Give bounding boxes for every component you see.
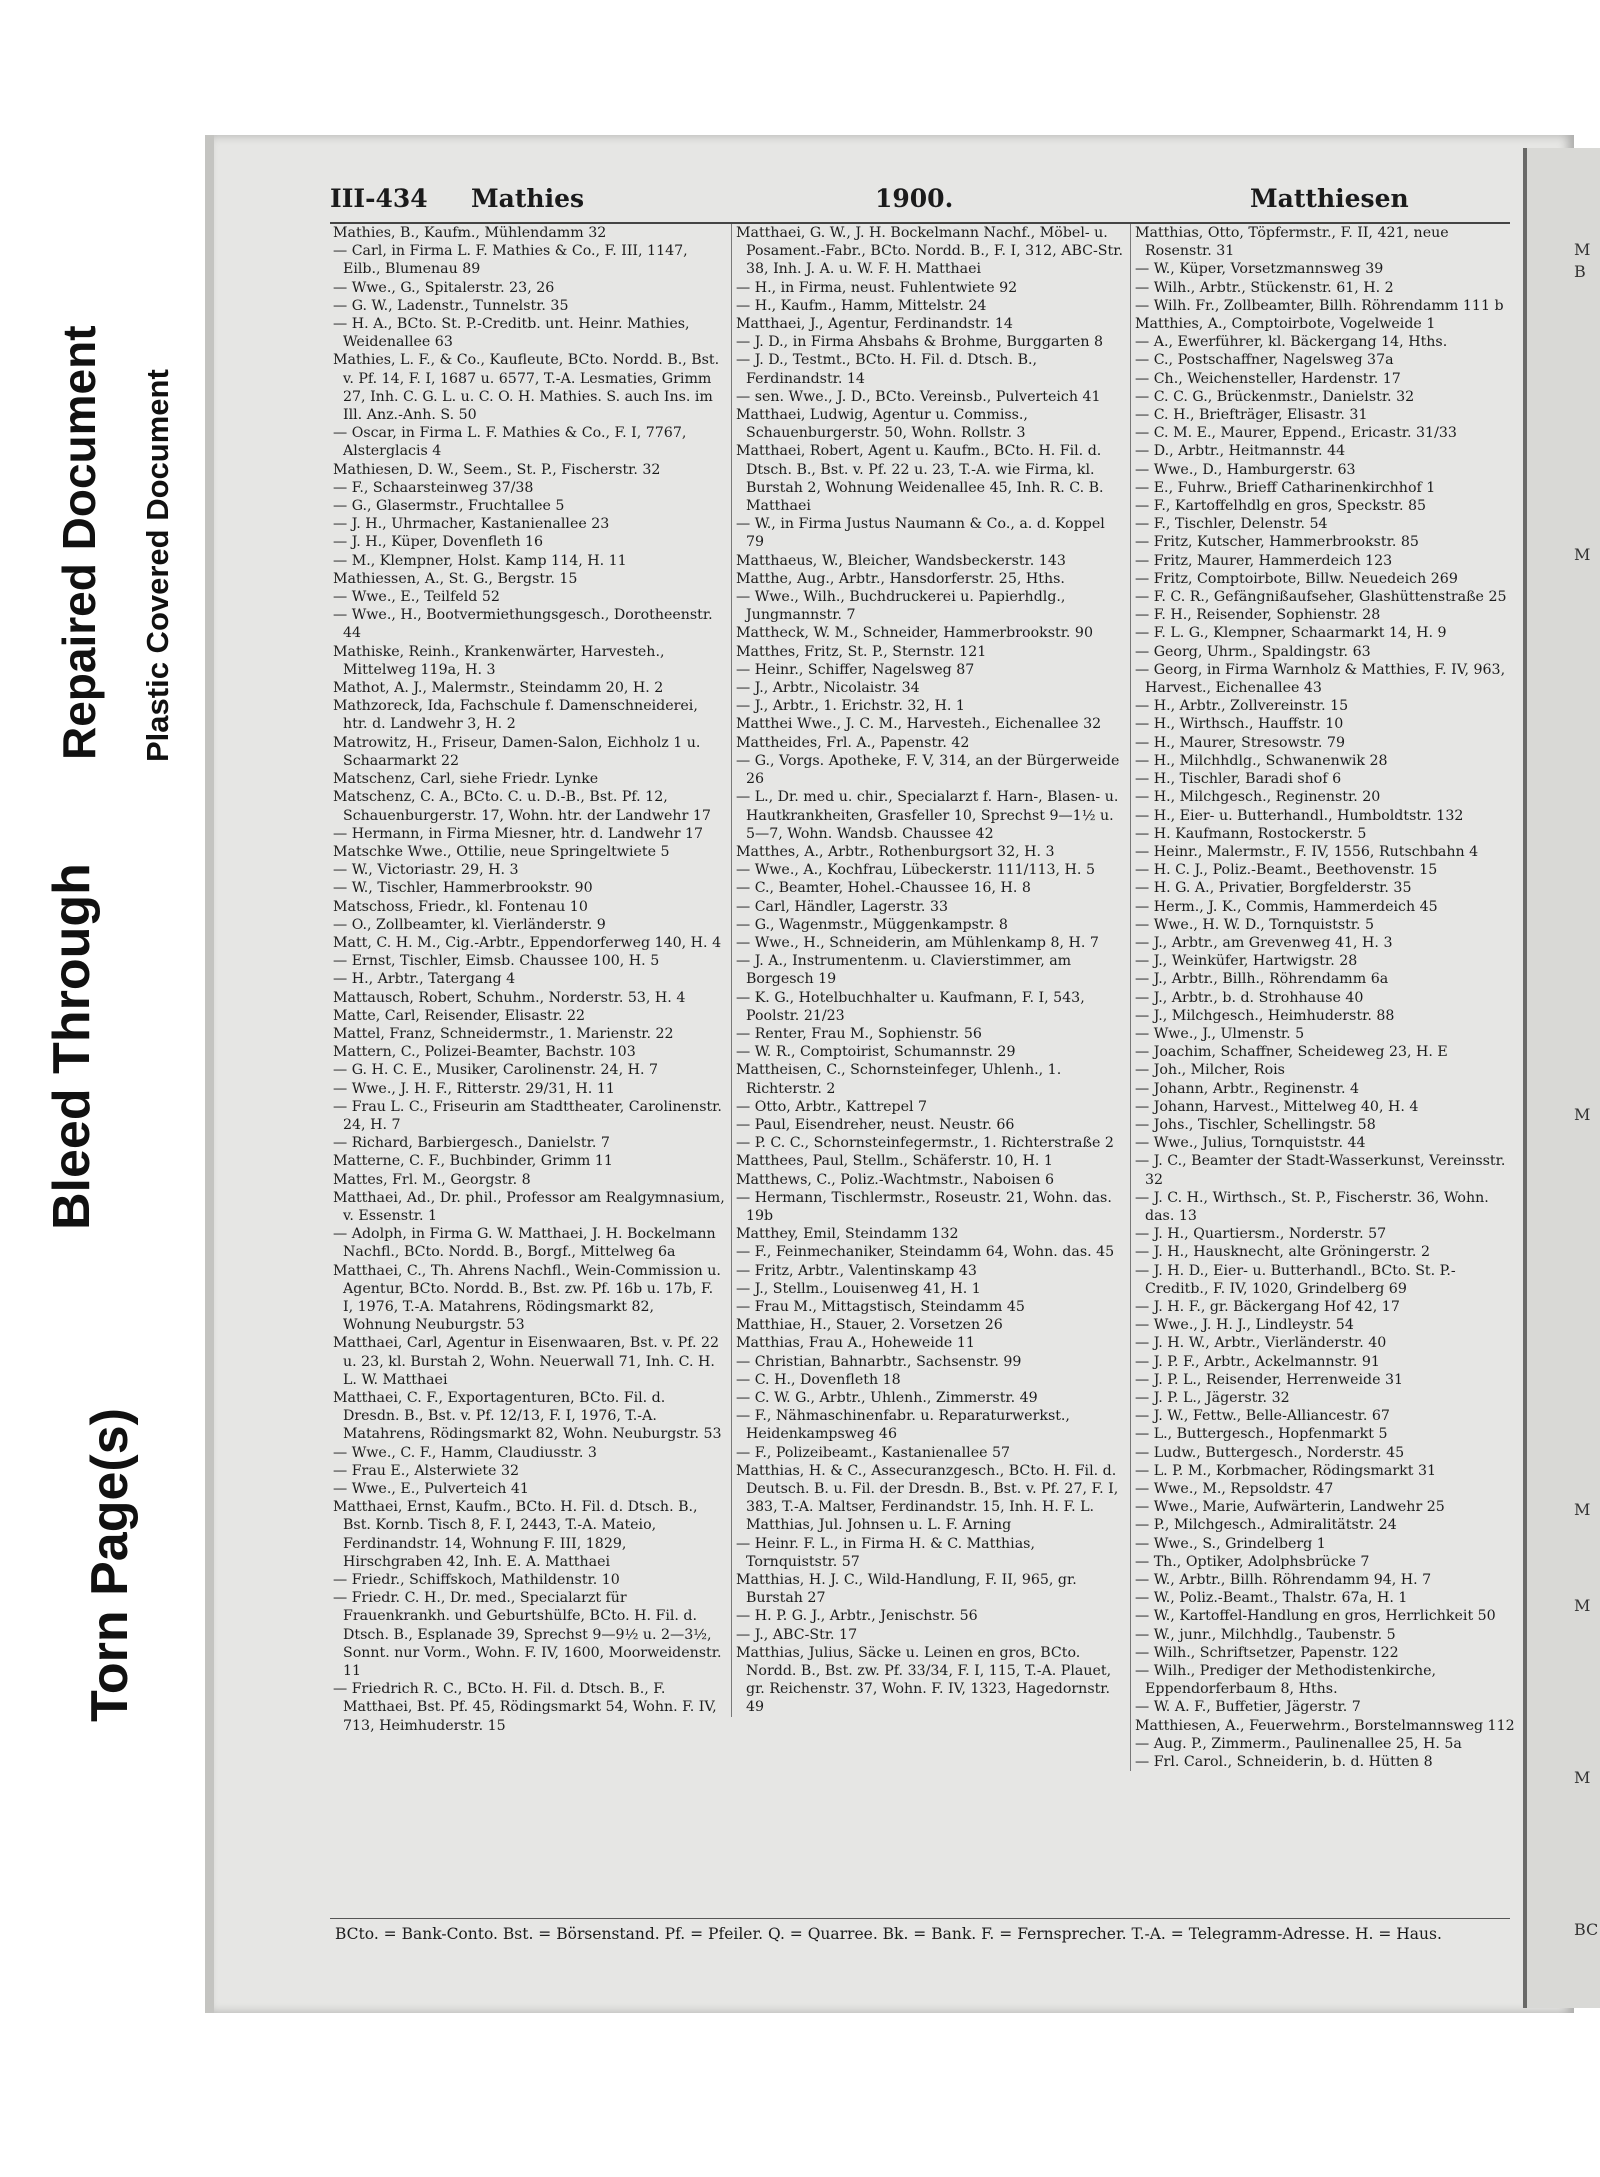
directory-entry: — F. L. G., Klempner, Schaarmarkt 14, H. 9 [1135, 625, 1447, 642]
directory-entry: — Aug. P., Zimmerm., Paulinenallee 25, H. 5a [1135, 1735, 1462, 1752]
directory-entry: — Hermann, in Firma Miesner, htr. d. Landwehr 17 [333, 825, 704, 842]
directory-entry: — Oscar, in Firma L. F. Mathies & Co., F. I, 7767, Alsterglacis 4 [333, 425, 687, 460]
directory-entry: Matthaei, Ad., Dr. phil., Professor am Realgymnasium, v. Essenstr. 1 [333, 1189, 725, 1224]
directory-entry: Matschke Wwe., Ottilie, neue Springeltwiete 5 [333, 843, 670, 860]
directory-entry: Matthaei, G. W., J. H. Bockelmann Nachf., Möbel- u. Posament.-Fabr., BCto. Nordd. B., F. I, 312, ABC-Str. 38, Inh. J. A. u. W. F. H. Matthaei [736, 225, 1123, 278]
directory-entry: — F., Polizeibeamt., Kastanienallee 57 [736, 1444, 1011, 1461]
directory-column-1 [333, 224, 726, 1735]
directory-entry: — Frau M., Mittagstisch, Steindamm 45 [736, 1298, 1025, 1315]
page-number: III-434 [330, 184, 428, 213]
directory-entry: Matthiesen, A., Feuerwehrm., Borstelmannsweg 112 [1135, 1717, 1515, 1734]
directory-entry: — Wwe., J. H. F., Ritterstr. 29/31, H. 11 [333, 1080, 615, 1097]
directory-column-3 [1130, 224, 1519, 1771]
plastic-covered-label: Plastic Covered Document [140, 369, 175, 762]
directory-entry: Matte, Carl, Reisender, Elisastr. 22 [333, 1007, 586, 1024]
directory-entry: — A., Ewerführer, kl. Bäckergang 14, Hths. [1135, 334, 1448, 351]
directory-entry: Matthiae, H., Stauer, 2. Vorsetzen 26 [736, 1317, 1003, 1334]
directory-entry: — Johs., Tischler, Schellingstr. 58 [1135, 1116, 1376, 1133]
directory-entry: Matthaei, C., Th. Ahrens Nachfl., Wein-Commission u. Agentur, BCto. Nordd. B., Bst. zw. Pf. 16b u. 17b, F. I, 1976, T.-A. Matahrens, Rödingsmarkt 82, Wohnung Neuburgstr. 53 [333, 1262, 721, 1334]
directory-entry: — J. P. F., Arbtr., Ackelmannstr. 91 [1135, 1353, 1380, 1370]
directory-entry: — J., Arbtr., Billh., Röhrendamm 6a [1135, 971, 1389, 988]
directory-entry: — Herm., J. K., Commis, Hammerdeich 45 [1135, 898, 1438, 915]
directory-entry: Mathiske, Reinh., Krankenwärter, Harvesteh., Mittelweg 119a, H. 3 [333, 643, 665, 678]
directory-entry: — H. A., BCto. St. P.-Creditb. unt. Heinr. Mathies, Weidenallee 63 [333, 316, 690, 351]
directory-entry: Matthias, H. J. C., Wild-Handlung, F. II, 965, gr. Burstah 27 [736, 1572, 1077, 1607]
directory-entry: — J. H., Uhrmacher, Kastanienallee 23 [333, 516, 610, 533]
directory-entry: — Paul, Eisendreher, neust. Neustr. 66 [736, 1116, 1015, 1133]
directory-entry: — Friedr. C. H., Dr. med., Specialarzt für Frauenkrankh. und Geburtshülfe, BCto. H. Fil. d. Dtsch. B., Esplanade 39, Sprechst 9—9½ u. 2—3½, Sonnt. nur Vorm., Wohn. F. IV, 1600, Moorweidenstr. 11 [333, 1590, 722, 1680]
directory-entry: — Heinr., Malermstr., F. IV, 1556, Rutschbahn 4 [1135, 843, 1479, 860]
directory-entry: — Wwe., Wilh., Buchdruckerei u. Papierhdlg., Jungmannstr. 7 [736, 589, 1066, 624]
directory-entry: Matthaei, Ernst, Kaufm., BCto. H. Fil. d. Dtsch. B., Bst. Kornb. Tisch 8, F. I, 2443, T.-A. Mateio, Ferdinandstr. 14, Wohnung F. III, 1829, Hirschgraben 42, Inh. E. A. Matthaei [333, 1499, 698, 1570]
directory-entry: Mattheck, W. M., Schneider, Hammerbrookstr. 90 [736, 625, 1093, 642]
directory-entry: Matthey, Emil, Steindamm 132 [736, 1226, 959, 1243]
directory-entry: — Frau E., Alsterwiete 32 [333, 1462, 519, 1479]
directory-entry: — W., Poliz.-Beamt., Thalstr. 67a, H. 1 [1135, 1590, 1408, 1607]
directory-entry: — Christian, Bahnarbtr., Sachsenstr. 99 [736, 1353, 1022, 1370]
directory-entry: — W., Kartoffel-Handlung en gros, Herrlichkeit 50 [1135, 1608, 1496, 1625]
directory-entry: — Heinr., Schiffer, Nagelsweg 87 [736, 661, 975, 678]
directory-entry: Matthaei, C. F., Exportagenturen, BCto. Fil. d. Dresdn. B., Bst. v. Pf. 12/13, F. I, 1976, T.-A. Matahrens, Rödingsmarkt 82, Wohn. Neuburgstr. 53 [333, 1390, 722, 1443]
directory-entry: Mathiesen, D. W., Seem., St. P., Fischerstr. 32 [333, 461, 661, 478]
directory-entry: Mathiessen, A., St. G., Bergstr. 15 [333, 570, 578, 587]
directory-entry: Mathzoreck, Ida, Fachschule f. Damenschneiderei, htr. d. Landwehr 3, H. 2 [333, 698, 698, 733]
directory-entry: — J. H. F., gr. Bäckergang Hof 42, 17 [1135, 1298, 1400, 1315]
directory-entry: Matterne, C. F., Buchbinder, Grimm 11 [333, 1153, 613, 1170]
directory-entry: — Wwe., H., Schneiderin, am Mühlenkamp 8, H. 7 [736, 934, 1099, 951]
directory-entry: — J. H. W., Arbtr., Vierländerstr. 40 [1135, 1335, 1387, 1352]
directory-entry: Matschenz, Carl, siehe Friedr. Lynke [333, 771, 599, 788]
directory-entry: Matschenz, C. A., BCto. C. u. D.-B., Bst. Pf. 12, Schauenburgerstr. 17, Wohn. htr. der Landwehr 17 [333, 789, 711, 824]
directory-entry: — G. W., Ladenstr., Tunnelstr. 35 [333, 297, 569, 314]
directory-entry: — C., Beamter, Hohel.-Chaussee 16, H. 8 [736, 880, 1031, 897]
directory-entry: Mathies, B., Kaufm., Mühlendamm 32 [333, 225, 607, 241]
directory-entry: — Hermann, Tischlermstr., Roseustr. 21, Wohn. das. 19b [736, 1189, 1112, 1224]
directory-entry: — L. P. M., Korbmacher, Rödingsmarkt 31 [1135, 1462, 1437, 1479]
directory-entry: — H., Tischler, Baradi shof 6 [1135, 771, 1342, 788]
directory-entry: — Friedrich R. C., BCto. H. Fil. d. Dtsch. B., F. Matthaei, Bst. Pf. 45, Rödingsmarkt 54, Wohn. F. IV, 713, Heimhuderstr. 15 [333, 1681, 717, 1734]
directory-entry: — W., junr., Milchhdlg., Taubenstr. 5 [1135, 1626, 1396, 1643]
directory-entry: Matschoss, Friedr., kl. Fontenau 10 [333, 898, 588, 915]
directory-entry: — F., Kartoffelhdlg en gros, Speckstr. 85 [1135, 498, 1427, 515]
directory-entry: — Wwe., G., Spitalerstr. 23, 26 [333, 279, 555, 296]
directory-entry: — J. C., Beamter der Stadt-Wasserkunst, Vereinsstr. 32 [1135, 1153, 1506, 1188]
directory-entry: — J. D., in Firma Ahsbahs & Brohme, Burggarten 8 [736, 334, 1104, 351]
directory-entry: — G., Wagenmstr., Müggenkampstr. 8 [736, 916, 1008, 933]
directory-entry: Matthies, A., Comptoirbote, Vogelweide 1 [1135, 316, 1436, 333]
directory-entry: — Fritz, Comptoirbote, Billw. Neuedeich 269 [1135, 570, 1458, 587]
header-year: 1900. [875, 184, 954, 213]
directory-entry: — W., Victoriastr. 29, H. 3 [333, 862, 519, 879]
directory-entry: — J. C. H., Wirthsch., St. P., Fischerstr. 36, Wohn. das. 13 [1135, 1189, 1489, 1224]
directory-entry: — H., Milchhdlg., Schwanenwik 28 [1135, 752, 1388, 769]
edge-letter: M [1574, 1596, 1591, 1615]
directory-entry: — H. P. G. J., Arbtr., Jenischstr. 56 [736, 1608, 978, 1625]
directory-entry: — Ch., Weichensteller, Hardenstr. 17 [1135, 370, 1401, 387]
directory-entry: — J., Stellm., Louisenweg 41, H. 1 [736, 1280, 981, 1297]
directory-entry: — Richard, Barbiergesch., Danielstr. 7 [333, 1135, 610, 1152]
directory-entry: — Otto, Arbtr., Kattrepel 7 [736, 1098, 928, 1115]
directory-entry: — Renter, Frau M., Sophienstr. 56 [736, 1025, 982, 1042]
abbreviation-legend: BCto. = Bank-Conto. Bst. = Börsenstand. Pf. = Pfeiler. Q. = Quarree. Bk. = Bank. F. = Fernsprecher. T.-A. = Telegramm-Adresse. H. = Haus. [335, 1925, 1442, 1943]
directory-entry: Matthe, Aug., Arbtr., Hansdorferstr. 25, Hths. [736, 570, 1065, 587]
directory-entry: — G. H. C. E., Musiker, Carolinenstr. 24, H. 7 [333, 1062, 659, 1079]
directory-entry: — H. G. A., Privatier, Borgfelderstr. 35 [1135, 880, 1412, 897]
directory-entry: Mathot, A. J., Malermstr., Steindamm 20, H. 2 [333, 680, 664, 697]
directory-entry: — J., ABC-Str. 17 [736, 1626, 858, 1643]
directory-entry: Mattheisen, C., Schornsteinfeger, Uhlenh., 1. Richterstr. 2 [736, 1062, 1062, 1097]
directory-entry: — Wwe., S., Grindelberg 1 [1135, 1535, 1326, 1552]
edge-letter: BC [1574, 1920, 1599, 1939]
directory-entry: — J. P. L., Jägerstr. 32 [1135, 1390, 1290, 1406]
directory-entry: — C. H., Dovenfleth 18 [736, 1371, 901, 1388]
directory-entry: — Fritz, Kutscher, Hammerbrookstr. 85 [1135, 534, 1419, 551]
directory-entry: — Joachim, Schaffner, Scheideweg 23, H. E [1135, 1044, 1448, 1061]
directory-entry: Matthei Wwe., J. C. M., Harvesteh., Eichenallee 32 [736, 716, 1102, 733]
directory-entry: — H., Kaufm., Hamm, Mittelstr. 24 [736, 297, 987, 314]
directory-entry: — F., Nähmaschinenfabr. u. Reparaturwerkst., Heidenkampsweg 46 [736, 1408, 1070, 1443]
directory-entry: — P. C. C., Schornsteinfegermstr., 1. Richterstraße 2 [736, 1135, 1114, 1152]
directory-entry: — Fritz, Maurer, Hammerdeich 123 [1135, 552, 1393, 569]
directory-entry: — Ernst, Tischler, Eimsb. Chaussee 100, H. 5 [333, 953, 660, 970]
header-right-keyword: Matthiesen [1250, 184, 1409, 213]
directory-entry: — J. H., Quartiersm., Norderstr. 57 [1135, 1226, 1387, 1243]
directory-entry: — F., Schaarsteinweg 37/38 [333, 479, 534, 496]
edge-letter: M [1574, 545, 1591, 564]
directory-entry: Mattern, C., Polizei-Beamter, Bachstr. 103 [333, 1044, 636, 1061]
directory-entry: — W., Küper, Vorsetzmannsweg 39 [1135, 261, 1384, 278]
directory-entry: — Carl, in Firma L. F. Mathies & Co., F. III, 1147, Eilb., Blumenau 89 [333, 243, 688, 278]
directory-entry: — sen. Wwe., J. D., BCto. Vereinsb., Pulverteich 41 [736, 388, 1101, 405]
directory-entry: — Wilh., Schriftsetzer, Papenstr. 122 [1135, 1644, 1399, 1661]
directory-entry: — H., Arbtr., Tatergang 4 [333, 971, 516, 988]
directory-entry: — C., Postschaffner, Nagelsweg 37a [1135, 352, 1394, 369]
directory-entry: — Frau L. C., Friseurin am Stadttheater, Carolinenstr. 24, H. 7 [333, 1098, 722, 1133]
directory-entry: — Th., Optiker, Adolphsbrücke 7 [1135, 1553, 1370, 1570]
directory-entry: — Heinr. F. L., in Firma H. & C. Matthias, Tornquiststr. 57 [736, 1535, 1035, 1570]
bleed-through-label: Bleed Through [43, 863, 101, 1230]
directory-entry: — J. P. L., Reisender, Herrenweide 31 [1135, 1371, 1404, 1388]
directory-entry: — F., Tischler, Delenstr. 54 [1135, 516, 1328, 533]
directory-entry: Mattel, Franz, Schneidermstr., 1. Marienstr. 22 [333, 1025, 674, 1042]
directory-entry: — Georg, Uhrm., Spaldingstr. 63 [1135, 643, 1371, 660]
directory-entry: — Wilh., Arbtr., Stückenstr. 61, H. 2 [1135, 279, 1394, 296]
directory-entry: Matthaei, Robert, Agent u. Kaufm., BCto. H. Fil. d. Dtsch. B., Bst. v. Pf. 22 u. 23, T.-A. wie Firma, kl. Burstah 2, Wohnung Weidenallee 45, Inh. R. C. B. Matthaei [736, 443, 1104, 515]
directory-entry: — Johann, Arbtr., Reginenstr. 4 [1135, 1080, 1359, 1097]
directory-entry: Mattes, Frl. M., Georgstr. 8 [333, 1171, 531, 1188]
directory-entry: — H., Arbtr., Zollvereinstr. 15 [1135, 698, 1349, 715]
directory-entry: — Georg, in Firma Warnholz & Matthies, F. IV, 963, Harvest., Eichenallee 43 [1135, 661, 1506, 697]
directory-entry: — E., Fuhrw., Brieff Catharinenkirchhof 1 [1135, 479, 1436, 496]
directory-entry: — W. R., Comptoirist, Schumannstr. 29 [736, 1044, 1016, 1061]
directory-entry: — Ludw., Buttergesch., Norderstr. 45 [1135, 1444, 1405, 1461]
directory-entry: — H., Wirthsch., Hauffstr. 10 [1135, 716, 1344, 733]
directory-entry: — Wwe., Julius, Tornquiststr. 44 [1135, 1135, 1366, 1152]
directory-entry: — Friedr., Schiffskoch, Mathildenstr. 10 [333, 1572, 620, 1589]
directory-entry: — C. C. G., Brückenmstr., Danielstr. 32 [1135, 388, 1415, 405]
directory-entry: — G., Vorgs. Apotheke, F. V, 314, an der Bürgerweide 26 [736, 752, 1120, 788]
directory-entry: — W., Tischler, Hammerbrookstr. 90 [333, 880, 593, 897]
directory-entry: — J. A., Instrumentenm. u. Clavierstimmer, am Borgesch 19 [736, 953, 1072, 988]
directory-entry: — Joh., Milcher, Rois [1135, 1062, 1285, 1079]
directory-entry: — Wwe., E., Pulverteich 41 [333, 1481, 529, 1498]
directory-entry: — G., Glasermstr., Fruchtallee 5 [333, 498, 565, 515]
directory-entry: — W. A. F., Buffetier, Jägerstr. 7 [1135, 1699, 1361, 1716]
directory-entry: — Wwe., J. H. J., Lindleystr. 54 [1135, 1317, 1354, 1334]
edge-letter: M [1574, 1768, 1591, 1787]
directory-entry: Matthaei, J., Agentur, Ferdinandstr. 14 [736, 316, 1013, 333]
directory-entry: — Wwe., C. F., Hamm, Claudiusstr. 3 [333, 1444, 597, 1461]
edge-letter: M [1574, 1105, 1591, 1124]
directory-entry: — K. G., Hotelbuchhalter u. Kaufmann, F. I, 543, Poolstr. 21/23 [736, 989, 1085, 1024]
directory-entry: Matthees, Paul, Stellm., Schäferstr. 10, H. 1 [736, 1153, 1053, 1170]
directory-entry: — C. H., Briefträger, Elisastr. 31 [1135, 407, 1368, 424]
directory-entry: — H., in Firma, neust. Fuhlentwiete 92 [736, 279, 1018, 296]
directory-entry: — Wilh. Fr., Zollbeamter, Billh. Röhrendamm 111 b [1135, 297, 1504, 314]
directory-entry: — H., Maurer, Stresowstr. 79 [1135, 734, 1345, 751]
repaired-document-label: Repaired Document [53, 325, 105, 760]
directory-entry: — F. C. R., Gefängnißaufseher, Glashüttenstraße 25 [1135, 589, 1507, 606]
directory-entry: — Wwe., Marie, Aufwärterin, Landwehr 25 [1135, 1499, 1445, 1516]
directory-entry: Matthaei, Ludwig, Agentur u. Commiss., Schauenburgerstr. 50, Wohn. Rollstr. 3 [736, 407, 1028, 442]
directory-entry: — D., Arbtr., Heitmannstr. 44 [1135, 443, 1346, 460]
directory-entry: — Wwe., J., Ulmenstr. 5 [1135, 1025, 1305, 1042]
directory-entry: — Wwe., D., Hamburgerstr. 63 [1135, 461, 1356, 478]
directory-entry: Matthias, Otto, Töpfermstr., F. II, 421, neue Rosenstr. 31 [1135, 225, 1449, 260]
directory-entry: — J., Arbtr., b. d. Strohhause 40 [1135, 989, 1364, 1006]
directory-entry: Matrowitz, H., Friseur, Damen-Salon, Eichholz 1 u. Schaarmarkt 22 [333, 734, 701, 769]
adjacent-page-edge [1523, 148, 1600, 2008]
directory-entry: — H. C. J., Poliz.-Beamt., Beethovenstr. 15 [1135, 862, 1438, 879]
directory-entry: Matthaei, Carl, Agentur in Eisenwaaren, Bst. v. Pf. 22 u. 23, kl. Burstah 2, Wohn. Neuerwall 71, Inh. C. H. L. W. Matthaei [333, 1335, 720, 1388]
directory-entry: Matthes, A., Arbtr., Rothenburgsort 32, H. 3 [736, 843, 1055, 860]
directory-entry: — J. D., Testmt., BCto. H. Fil. d. Dtsch. B., Ferdinandstr. 14 [736, 352, 1038, 387]
directory-entry: — W., in Firma Justus Naumann & Co., a. d. Koppel 79 [736, 516, 1105, 551]
directory-entry: — C. M. E., Maurer, Eppend., Ericastr. 31/33 [1135, 425, 1457, 442]
directory-entry: — H. Kaufmann, Rostockerstr. 5 [1135, 825, 1367, 842]
directory-entry: — F. H., Reisender, Sophienstr. 28 [1135, 607, 1381, 624]
directory-entry: — Wwe., H., Bootvermiethungsgesch., Dorotheenstr. 44 [333, 607, 713, 642]
directory-entry: — C. W. G., Arbtr., Uhlenh., Zimmerstr. 49 [736, 1390, 1038, 1406]
directory-entry: — Carl, Händler, Lagerstr. 33 [736, 898, 948, 915]
directory-entry: Matthias, Julius, Säcke u. Leinen en gros, BCto. Nordd. B., Bst. zw. Pf. 33/34, F. I, 115, T.-A. Plauet, gr. Reichenstr. 37, Wohn. F. IV, 1323, Hagedornstr. 49 [736, 1644, 1112, 1716]
directory-entry: — L., Buttergesch., Hopfenmarkt 5 [1135, 1426, 1388, 1443]
directory-entry: — Johann, Harvest., Mittelweg 40, H. 4 [1135, 1098, 1419, 1115]
directory-entry: Matthes, Fritz, St. P., Sternstr. 121 [736, 643, 987, 660]
header-left-keyword: Mathies [471, 184, 585, 213]
directory-entry: — Frl. Carol., Schneiderin, b. d. Hütten 8 [1135, 1754, 1433, 1771]
directory-entry: — P., Milchgesch., Admiralitätstr. 24 [1135, 1517, 1397, 1534]
directory-entry: — J., Arbtr., 1. Erichstr. 32, H. 1 [736, 698, 965, 715]
directory-entry: — Wilh., Prediger der Methodistenkirche, Eppendorferbaum 8, Hths. [1135, 1663, 1436, 1698]
page-header [330, 184, 1510, 224]
directory-entry: Matthaeus, W., Bleicher, Wandsbeckerstr. 143 [736, 552, 1066, 569]
directory-entry: Matthias, Frau A., Hoheweide 11 [736, 1335, 975, 1352]
directory-entry: Mattheides, Frl. A., Papenstr. 42 [736, 734, 970, 751]
directory-entry: — H., Milchgesch., Reginenstr. 20 [1135, 789, 1381, 806]
directory-entry: — L., Dr. med u. chir., Specialarzt f. Harn-, Blasen- u. Hautkrankheiten, Grasfeller 10, Sprechst 9—1½ u. 5—7, Wohn. Wandsb. Chaussee 42 [736, 789, 1119, 842]
directory-entry: — Wwe., A., Kochfrau, Lübeckerstr. 111/113, H. 5 [736, 862, 1095, 879]
directory-entry: Matt, C. H. M., Cig.-Arbtr., Eppendorferweg 140, H. 4 [333, 934, 722, 951]
directory-entry: — J., Arbtr., am Grevenweg 41, H. 3 [1135, 934, 1393, 951]
directory-entry: — Wwe., E., Teilfeld 52 [333, 589, 500, 606]
directory-entry: — Fritz, Arbtr., Valentinskamp 43 [736, 1262, 977, 1279]
directory-entry: — J. W., Fettw., Belle-Alliancestr. 67 [1135, 1408, 1390, 1425]
edge-letter: M [1574, 1500, 1591, 1519]
directory-entry: — Wwe., M., Repsoldstr. 47 [1135, 1481, 1334, 1498]
directory-entry: — Adolph, in Firma G. W. Matthaei, J. H. Bockelmann Nachfl., BCto. Nordd. B., Borgf., Mittelweg 6a [333, 1226, 716, 1261]
directory-entry: — J., Arbtr., Nicolaistr. 34 [736, 680, 920, 697]
directory-entry: Mattausch, Robert, Schuhm., Norderstr. 53, H. 4 [333, 989, 686, 1006]
directory-entry: — J. H., Hausknecht, alte Gröningerstr. 2 [1135, 1244, 1430, 1261]
directory-entry: — F., Feinmechaniker, Steindamm 64, Wohn. das. 45 [736, 1244, 1115, 1261]
directory-entry: — M., Klempner, Holst. Kamp 114, H. 11 [333, 552, 627, 569]
directory-entry: Matthews, C., Poliz.-Wachtmstr., Naboisen 6 [736, 1171, 1054, 1188]
directory-entry: — O., Zollbeamter, kl. Vierländerstr. 9 [333, 916, 606, 933]
directory-entry: Matthias, H. & C., Assecuranzgesch., BCto. H. Fil. d. Deutsch. B. u. Fil. der Dresdn. B., Bst. v. Pf. 27, F. I, 383, T.-A. Maltser, Ferdinandstr. 15, Inh. H. F. L. Matthias, Jul. Johnsen u. L. F. Arning [736, 1462, 1119, 1534]
directory-entry: — J., Milchgesch., Heimhuderstr. 88 [1135, 1007, 1395, 1024]
directory-entry: — Wwe., H. W. D., Tornquiststr. 5 [1135, 916, 1375, 933]
directory-column-2 [731, 224, 1125, 1717]
directory-entry: — J. H. D., Eier- u. Butterhandl., BCto. St. P.-Creditb., F. IV, 1020, Grindelberg 69 [1135, 1262, 1456, 1297]
directory-entry: — W., Arbtr., Billh. Röhrendamm 94, H. 7 [1135, 1572, 1432, 1589]
directory-entry: — J., Weinküfer, Hartwigstr. 28 [1135, 953, 1358, 970]
directory-entry: Mathies, L. F., & Co., Kaufleute, BCto. Nordd. B., Bst. v. Pf. 14, F. I, 1687 u. 6577, T.-A. Lesmaties, Grimm 27, Inh. C. G. L. u. C. O. H. Mathies. S. auch Ins. im Ill. Anz.-Anh. S. 50 [333, 352, 720, 424]
directory-entry: — J. H., Küper, Dovenfleth 16 [333, 534, 544, 551]
edge-letter: B [1574, 262, 1586, 281]
torn-pages-label: Torn Page(s) [81, 1408, 139, 1722]
directory-entry: — H., Eier- u. Butterhandl., Humboldtstr. 132 [1135, 807, 1464, 824]
footer-rule [330, 1918, 1510, 1919]
edge-letter: M [1574, 240, 1591, 259]
